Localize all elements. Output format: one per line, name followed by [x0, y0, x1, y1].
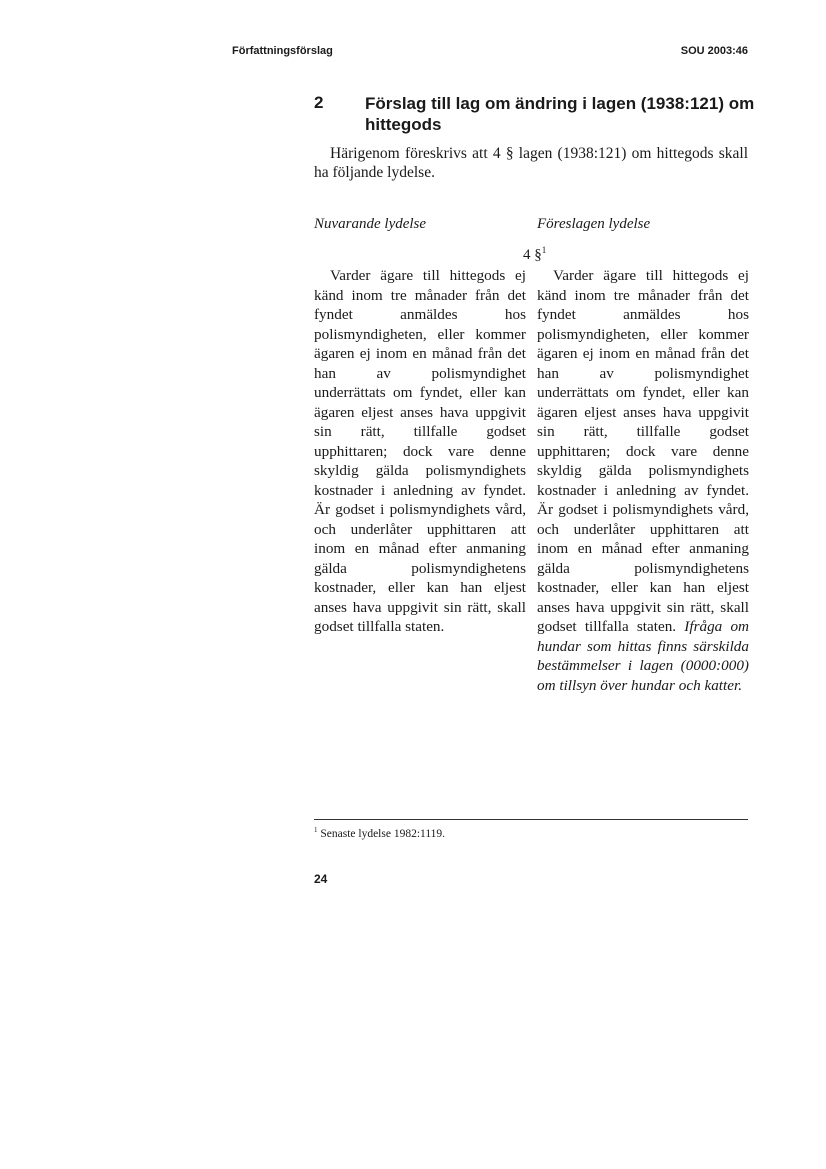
proposed-wording-text — [537, 266, 749, 695]
section-number: 2 — [314, 93, 324, 112]
paragraph-mark — [523, 245, 546, 264]
footnote-reference: 1 — [541, 245, 547, 255]
footnote-text: Senaste lydelse 1982:1119. — [320, 827, 446, 840]
current-wording-text: Varder ägare till hittegods ej känd inom tre månader från det fyndet anmäldes hos polismyndigheten, eller kommer ägaren ej inom en månad från det han av polismyndighet underrättats om fyndet, eller kan ägaren eljest anses hava uppgivit sin rätt, tillfalle godset upphittaren; dock vare denne skyldig gälda polismyndighets kostnader i anledning av fyndet. Är godset i polismyndighets vård, och underlåter upphittaren att inom en månad efter anmaning gälda polismyndighetens kostnader, eller kan han eljest anses hava uppgivit sin rätt, skall godset tillfalla staten. — [314, 267, 526, 635]
proposed-main-text: Varder ägare till hittegods ej känd inom tre månader från det fyndet anmäldes hos polismyndigheten, eller kommer ägaren ej inom en månad från det han av polismyndighet underrättats om fyndet, eller kan ägaren eljest anses hava uppgivit sin rätt, tillfalle godset upphittaren; dock vare denne skyldig gälda polismyndighets kostnader i anledning av fyndet. Är godset i polismyndighets vård, och underlåter upphittaren att inom en månad efter anmaning gälda polismyndighetens kostnader, eller kan han eljest anses hava uppgivit sin rätt, skall godset tillfalla staten. — [537, 267, 749, 635]
running-header-left: Författningsförslag — [232, 45, 333, 57]
running-header-right: SOU 2003:46 — [680, 45, 748, 57]
page-number: 24 — [314, 872, 328, 886]
proposed-wording-heading: Föreslagen lydelse — [537, 216, 651, 232]
paragraph-mark-label: 4 § — [523, 247, 542, 263]
current-wording-heading: Nuvarande lydelse — [314, 216, 427, 232]
section-title: Förslag till lag om ändring i lagen (1938:121) om hittegods — [365, 94, 755, 134]
proposed-addition-text: Ifråga om hundar som hittas finns särskilda bestämmelser i lagen (0000:000) om tillsyn över hundar och katter. — [537, 618, 750, 694]
footnote-divider — [314, 819, 748, 820]
footnote-number: 1 — [314, 826, 318, 834]
intro-paragraph: Härigenom föreskrivs att 4 § lagen (1938:121) om hittegods skall ha följande lydelse. — [314, 145, 748, 181]
footnote — [314, 826, 445, 840]
